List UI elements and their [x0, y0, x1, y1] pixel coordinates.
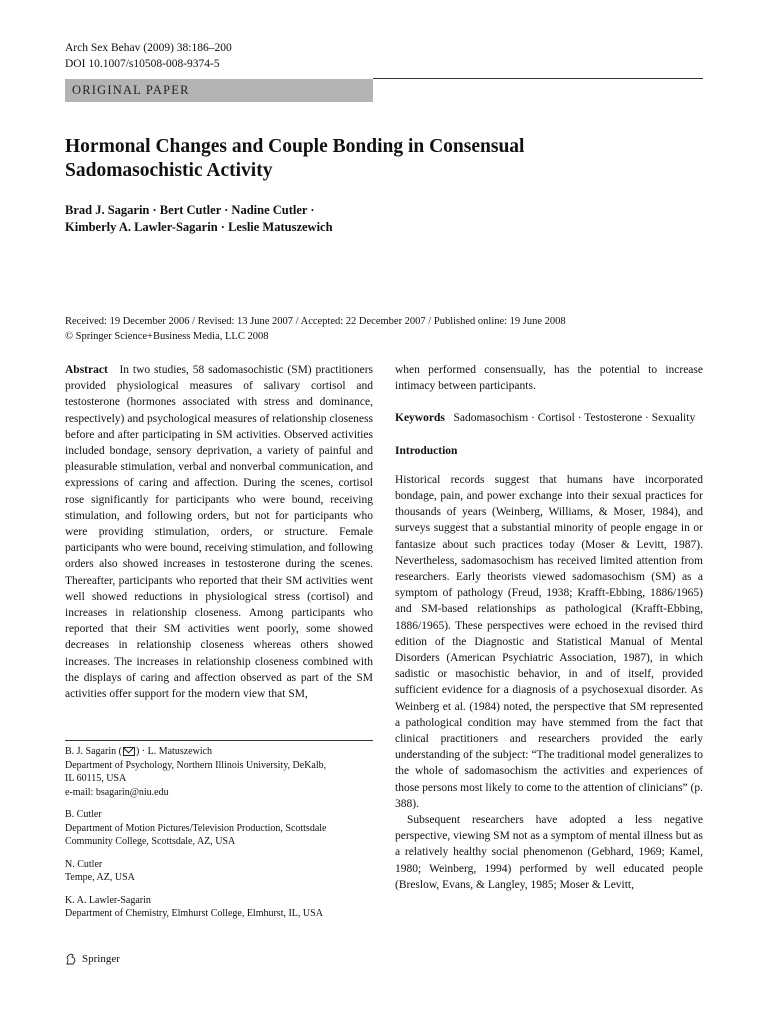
- doi: DOI 10.1007/s10508-008-9374-5: [65, 58, 220, 70]
- affiliation-block: [65, 858, 373, 885]
- section-banner: ORIGINAL PAPER: [65, 79, 373, 102]
- affiliation-name: K. A. Lawler-Sagarin: [65, 894, 151, 906]
- left-column: [65, 362, 373, 702]
- affiliation-line: IL 60115, USA: [65, 773, 127, 784]
- affiliation-block: [65, 808, 373, 849]
- author-line: Kimberly A. Lawler-Sagarin · Leslie Matuszewich: [65, 219, 333, 234]
- dates-line: Received: 19 December 2006 / Revised: 13 June 2007 / Accepted: 22 December 2007 / Published online: 19 June 2008: [65, 316, 566, 327]
- springer-horse-icon: [65, 953, 77, 965]
- affiliation-line: Department of Psychology, Northern Illinois University, DeKalb,: [65, 759, 327, 771]
- header-rule: [373, 78, 703, 79]
- affiliation-name: N. Cutler: [65, 858, 103, 870]
- page-footer: [65, 952, 120, 966]
- affiliation-line: Community College, Scottsdale, AZ, USA: [65, 836, 236, 847]
- article-meta: [65, 40, 232, 72]
- abstract-text: In two studies, 58 sadomasochistic (SM) practitioners provided physiological measures of salivary cortisol and testosterone (hormones associated with stress and dominance, respectively) and psychological measures of relationship closeness before and after participating in SM activities. Observed activities included bondage, sensory deprivation, a variety of painful and pleasurable stimulation, verbal and nonverbal communication, and expressions of caring and affection. During the scenes, cortisol rose significantly for participants who were bound, receiving stimulation, and following orders, but not for participants who were providing stimulation, orders, or structure. Female participants who were bound, receiving stimulation, and following orders also showed increases in testosterone during the scenes. Thereafter, participants who reported that their SM activities went well showed reductions in physiological stress (cortisol) and increases in relationship closeness. Among participants who reported that their SM activities went poorly, some showed decreases in relationship closeness whereas others showed increases. The increases in relationship closeness combined with the displays of caring and affection observed as part of the SM activities offer support for the modern view that SM,: [65, 364, 373, 701]
- abstract-continuation: when performed consensually, has the potential to increase intimacy between participants.: [395, 364, 703, 393]
- title-line: Hormonal Changes and Couple Bonding in Consensual: [65, 136, 525, 157]
- right-column: [395, 362, 703, 893]
- abstract-label: Abstract: [65, 364, 108, 376]
- publication-dates: [65, 314, 566, 344]
- affiliations: [65, 745, 373, 930]
- affiliation-name: B. Cutler: [65, 809, 102, 820]
- journal-citation: Arch Sex Behav (2009) 38:186–200: [65, 42, 232, 54]
- affiliation-block: [65, 745, 373, 799]
- keywords: [395, 410, 703, 426]
- email-line: e-mail: bsagarin@niu.edu: [65, 786, 169, 798]
- keywords-text: Sadomasochism · Cortisol · Testosterone · Sexuality: [453, 412, 696, 425]
- affiliation-line: Tempe, AZ, USA: [65, 872, 135, 883]
- author-list: [65, 202, 685, 235]
- affiliation-rule: [65, 740, 373, 741]
- publisher-name: Springer: [82, 953, 120, 965]
- affiliation-line: Department of Chemistry, Elmhurst College, Elmhurst, IL, USA: [65, 908, 323, 919]
- affiliation-block: [65, 894, 373, 921]
- title-line: Sadomasochistic Activity: [65, 160, 273, 181]
- envelope-icon: [123, 747, 135, 756]
- intro-paragraph: Subsequent researchers have adopted a less negative perspective, viewing SM not as a symptom of mental illness but as a relatively healthy social phenomenon (Gebhard, 1969; Kamel, 1980; Weinberg, 1994) performed by well educated people (Breslow, Evans, & Langley, 1985; Moser & Levitt,: [395, 814, 703, 891]
- author-line: Brad J. Sagarin · Bert Cutler · Nadine Cutler ·: [65, 203, 315, 217]
- section-heading: Introduction: [395, 444, 458, 457]
- intro-paragraph: Historical records suggest that humans have incorporated bondage, pain, and power exchange into their sexual practices for thousands of years (Weinberg, Williams, & Moser, 1984), and surveys suggest that a substantial minority of people engage in or fantasize about such practices today (Moser & Levitt, 1987). Nevertheless, sadomasochism has received limited attention from researchers. Early theorists viewed sadomasochism (SM) as a symptom of pathology (Freud, 1938; Krafft-Ebbing, 1886/1965) and SM-based relationships as pathological (Krafft-Ebbing, 1886/1965). These perspectives were echoed in the revised third edition of the Diagnostic and Statistical Manual of Mental Disorders (American Psychiatric Association, 1987), in which sadistic or masochistic behavior, in and of itself, provided sufficient evidence for a diagnosis of a psychosexual disorder. As Weinberg et al. (1984) noted, the perspective that SM represented a pathological condition may have stemmed from the fact that clinical practitioners and researchers provided the early understanding of the subject: “The traditional model generalizes to the whole of sadomasochism the activities and experiences of those persons most likely to come to the attention of clinicians” (p. 388).: [395, 473, 703, 810]
- paper-title: [65, 135, 685, 183]
- affiliation-names: B. J. Sagarin ( ) · L. Matuszewich: [65, 746, 213, 757]
- abstract: [65, 362, 373, 702]
- keywords-label: Keywords: [395, 412, 445, 425]
- copyright-line: © Springer Science+Business Media, LLC 2008: [65, 331, 269, 342]
- affiliation-line: Department of Motion Pictures/Television Production, Scottsdale: [65, 822, 327, 834]
